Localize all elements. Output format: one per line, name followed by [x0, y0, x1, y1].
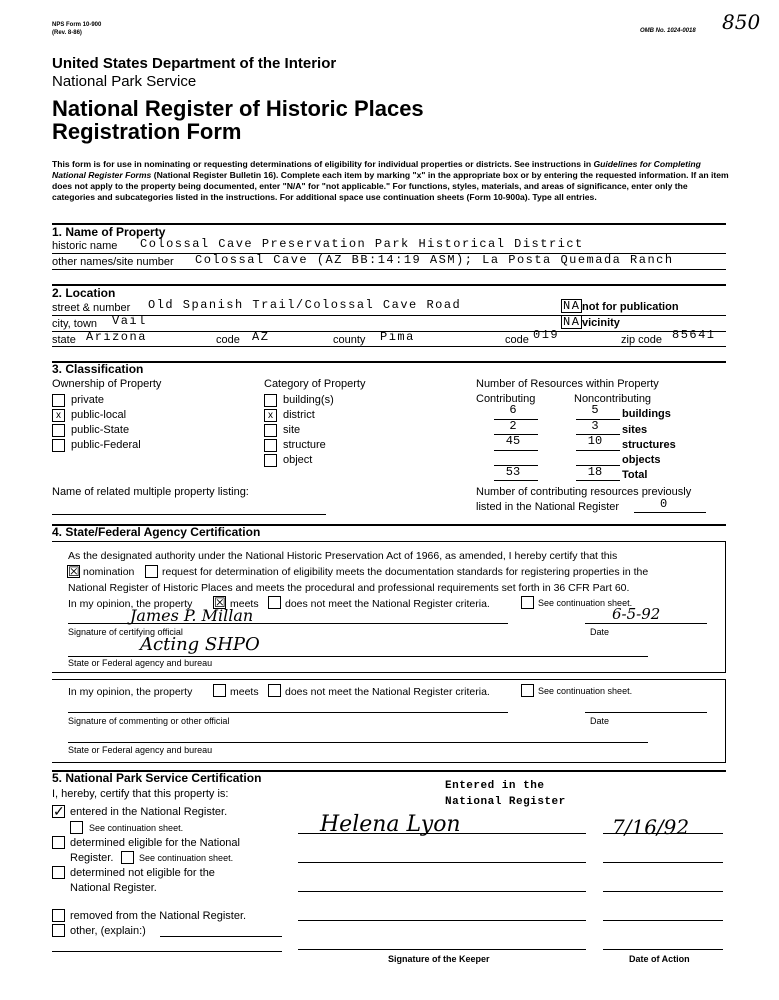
- resources-heading: Number of Resources within Property: [476, 378, 659, 390]
- continuation2-checkbox[interactable]: [521, 684, 534, 697]
- keeper-signature-label: Signature of the Keeper: [388, 954, 490, 964]
- contributing-sites[interactable]: 2: [509, 419, 517, 433]
- agency-label: State or Federal agency and bureau: [68, 658, 213, 668]
- section-3-heading: 3. Classification: [52, 362, 144, 376]
- determined-continuation-checkbox[interactable]: [121, 851, 134, 864]
- category-structure-label: structure: [283, 439, 326, 451]
- other-checkbox[interactable]: [52, 924, 65, 937]
- other-label: other, (explain:): [70, 925, 146, 937]
- sites-label: sites: [622, 424, 648, 436]
- determined-line1: determined eligible for the National: [70, 837, 240, 849]
- street-value[interactable]: Old Spanish Trail/Colossal Cave Road: [148, 298, 462, 312]
- meets2-label: meets: [230, 686, 259, 698]
- continuation-label: See continuation sheet.: [538, 598, 633, 608]
- street-label: street & number: [52, 302, 131, 314]
- removed-checkbox[interactable]: [52, 909, 65, 922]
- department-name: United States Department of the Interior: [52, 55, 337, 72]
- keeper-signature: Helena Lyon: [320, 812, 461, 837]
- structures-label: structures: [622, 439, 676, 451]
- not-meets2-checkbox[interactable]: [268, 684, 281, 697]
- ownership-public-federal-checkbox[interactable]: [52, 439, 65, 452]
- ownership-public-state-checkbox[interactable]: [52, 424, 65, 437]
- nps-intro: I, hereby, certify that this property is:: [52, 788, 229, 800]
- county-value[interactable]: Pima: [380, 330, 415, 344]
- objects-label: objects: [622, 454, 661, 466]
- noncontributing-buildings[interactable]: 5: [591, 403, 599, 417]
- opinion-text: In my opinion, the property: [68, 598, 193, 610]
- determined-line2: Register.: [70, 852, 114, 864]
- handwritten-number: 850: [722, 10, 761, 34]
- state-code-value[interactable]: AZ: [252, 330, 270, 344]
- other-names-label: other names/site number: [52, 256, 174, 268]
- multiple-listing-label: Name of related multiple property listing:: [52, 486, 249, 498]
- category-site-checkbox[interactable]: [264, 424, 277, 437]
- continuation2-label: See continuation sheet.: [538, 686, 633, 696]
- total-label: Total: [622, 469, 648, 481]
- instructions-text-2: (National Register Bulletin 16). Complete each item by marking "x" in the appropriate box or by entering the requested information. If an item does not apply to the property being documented, enter "N/A" for "not applicable." For functions, styles, materials, and areas of significance, enter only the categories and subcategories listed in the instructions. For additional space use continuation sheets (Form 10-900a). Type all entries.: [52, 170, 729, 202]
- entered-stamp-line2: National Register: [445, 796, 566, 808]
- certifying-signature-label: Signature of certifying official: [68, 627, 183, 637]
- not-meets-label: does not meet the National Register criteria.: [285, 598, 490, 610]
- category-building-label: building(s): [283, 394, 334, 406]
- contributing-buildings[interactable]: 6: [509, 403, 517, 417]
- agency-handwritten: Acting SHPO: [140, 634, 260, 655]
- contributing-heading: Contributing: [476, 393, 536, 405]
- not-for-publication-label: not for publication: [582, 301, 679, 313]
- determined-checkbox[interactable]: [52, 836, 65, 849]
- category-structure-checkbox[interactable]: [264, 439, 277, 452]
- category-site-label: site: [283, 424, 301, 436]
- noncontributing-heading: Noncontributing: [574, 393, 652, 405]
- county-code-label: code: [505, 334, 529, 346]
- section-4-heading: 4. State/Federal Agency Certification: [52, 525, 261, 539]
- ownership-public-local-checkbox[interactable]: x: [52, 409, 65, 422]
- ownership-public-state-label: public-State: [71, 424, 130, 436]
- noncontributing-structures[interactable]: 10: [587, 434, 603, 448]
- commenting-date-label: Date: [590, 716, 610, 726]
- previously-listed-value[interactable]: 0: [660, 497, 669, 511]
- cert-para3: National Register of Historic Places and meets the procedural and professional requirements set forth in 36 CFR Part 60.: [68, 582, 630, 594]
- buildings-label: buildings: [622, 408, 671, 420]
- instructions: [52, 159, 732, 203]
- ownership-private-checkbox[interactable]: [52, 394, 65, 407]
- noncontributing-sites[interactable]: 3: [591, 419, 599, 433]
- commenting-signature-label: Signature of commenting or other official: [68, 716, 230, 726]
- nomination-checkbox[interactable]: ☒: [68, 564, 80, 579]
- city-label: city, town: [52, 318, 98, 330]
- county-label: county: [333, 334, 366, 346]
- contributing-total[interactable]: 53: [505, 465, 521, 479]
- contributing-structures[interactable]: 45: [505, 434, 521, 448]
- section-5-heading: 5. National Park Service Certification: [52, 771, 262, 785]
- not-eligible-checkbox[interactable]: [52, 866, 65, 879]
- entered-continuation-label: See continuation sheet.: [89, 823, 184, 833]
- vicinity-label: vicinity: [582, 317, 620, 329]
- certifying-signature: James P. Millan: [130, 606, 254, 625]
- category-object-checkbox[interactable]: [264, 454, 277, 467]
- ownership-public-local-label: public-local: [71, 409, 127, 421]
- instructions-text-1: This form is for use in nominating or requesting determinations of eligibility for individual properties or districts. See instructions in: [52, 159, 594, 169]
- not-eligible-line1: determined not eligible for the: [70, 867, 215, 879]
- cert-para1: As the designated authority under the National Historic Preservation Act of 1966, as amended, I hereby certify that this: [68, 550, 618, 562]
- state-code-label: code: [216, 334, 240, 346]
- previously-listed-line1: Number of contributing resources previously: [476, 486, 692, 498]
- historic-name-label: historic name: [52, 240, 118, 252]
- multiple-listing-field[interactable]: [52, 514, 326, 515]
- service-name: National Park Service: [52, 73, 197, 90]
- historic-name-value[interactable]: Colossal Cave Preservation Park Historical District: [140, 237, 584, 251]
- form-title-line1: National Register of Historic Places: [52, 96, 424, 121]
- nomination-label: nomination: [83, 566, 135, 578]
- meets-checkbox[interactable]: ☒: [214, 595, 226, 610]
- category-object-label: object: [283, 454, 313, 466]
- form-revision: (Rev. 8-86): [52, 30, 82, 36]
- action-date: 7/16/92: [612, 815, 690, 839]
- zip-value[interactable]: 85641: [672, 328, 716, 342]
- omb-number: OMB No. 1024-0018: [640, 28, 696, 34]
- form-number: NPS Form 10-900: [52, 22, 102, 28]
- not-meets-checkbox[interactable]: [268, 596, 281, 609]
- entered-continuation-checkbox[interactable]: [70, 821, 83, 834]
- removed-label: removed from the National Register.: [70, 910, 247, 922]
- state-value[interactable]: Arizona: [86, 330, 147, 344]
- category-building-checkbox[interactable]: [264, 394, 277, 407]
- form-title-line2: Registration Form: [52, 119, 242, 144]
- action-date-label: Date of Action: [629, 954, 690, 964]
- vicinity-box[interactable]: NA: [563, 315, 581, 329]
- agency2-label: State or Federal agency and bureau: [68, 745, 213, 755]
- ownership-public-federal-label: public-Federal: [71, 439, 141, 451]
- not-meets2-label: does not meet the National Register criteria.: [285, 686, 490, 698]
- noncontributing-total[interactable]: 18: [587, 465, 603, 479]
- entered-label: entered in the National Register.: [70, 806, 228, 818]
- other-names-value[interactable]: Colossal Cave (AZ BB:14:19 ASM); La Posta Quemada Ranch: [195, 253, 674, 267]
- category-district-checkbox[interactable]: x: [264, 409, 277, 422]
- ownership-private-label: private: [71, 394, 105, 406]
- not-for-publication-box[interactable]: NA: [563, 299, 581, 313]
- meets2-checkbox[interactable]: [213, 684, 226, 697]
- other-explain-field[interactable]: [160, 936, 282, 937]
- section-2-heading: 2. Location: [52, 286, 116, 300]
- category-heading: Category of Property: [264, 378, 366, 390]
- county-code-value[interactable]: 019: [533, 328, 560, 342]
- entered-checkbox[interactable]: ✓: [53, 803, 65, 819]
- not-eligible-line2: National Register.: [70, 882, 157, 894]
- state-label: state: [52, 334, 76, 346]
- request-checkbox[interactable]: [145, 565, 158, 578]
- category-district-label: district: [283, 409, 315, 421]
- ownership-heading: Ownership of Property: [52, 378, 162, 390]
- zip-label: zip code: [621, 334, 662, 346]
- certifying-date: 6-5-92: [612, 605, 661, 623]
- instructions-guide: Guidelines for Completing National Register Forms: [52, 159, 701, 180]
- city-value[interactable]: Vail: [112, 314, 147, 328]
- certifying-date-label: Date: [590, 627, 610, 637]
- previously-listed-line2: listed in the National Register: [476, 501, 620, 513]
- section-1-heading: 1. Name of Property: [52, 225, 166, 239]
- opinion2-text: In my opinion, the property: [68, 686, 193, 698]
- determined-continuation-label: See continuation sheet.: [139, 853, 234, 863]
- cert-para2: request for determination of eligibility meets the documentation standards for registering properties in the: [162, 566, 649, 578]
- entered-stamp-line1: Entered in the: [445, 780, 545, 792]
- continuation-checkbox[interactable]: [521, 596, 534, 609]
- meets-label: meets: [230, 598, 259, 610]
